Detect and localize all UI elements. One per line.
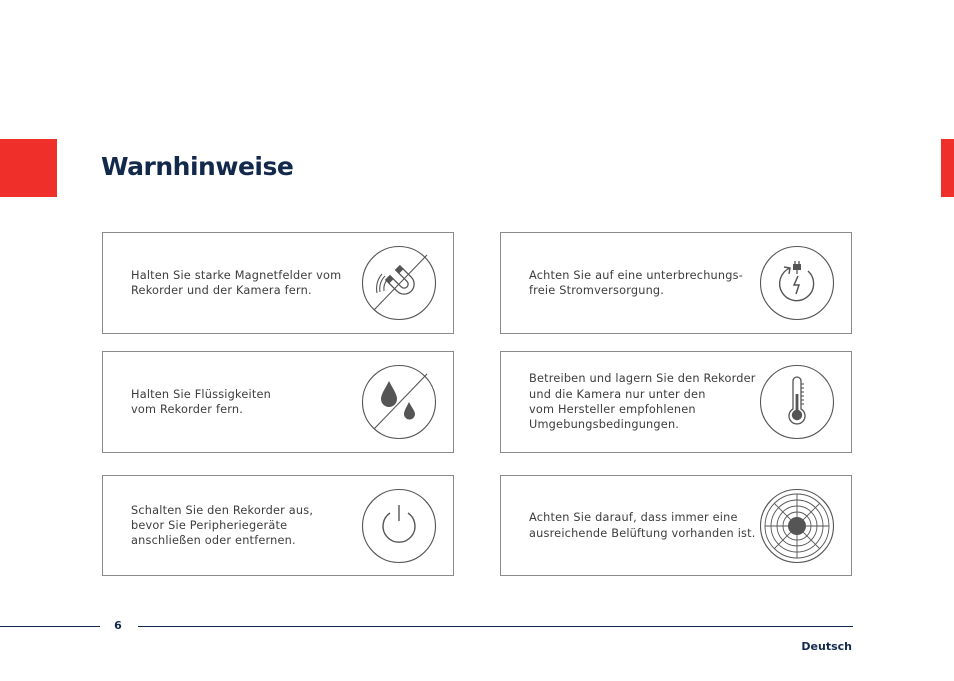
warning-text: Halten Sie Flüssigkeiten vom Rekorder fern. — [131, 387, 271, 416]
warning-card-ventilation — [500, 475, 852, 576]
footer-rule-left — [0, 626, 100, 627]
page-title: Warnhinweise — [101, 152, 294, 181]
warning-card-peripherals — [102, 475, 454, 576]
power-supply-icon — [759, 245, 835, 321]
warning-text: Achten Sie darauf, dass immer eine ausreichende Belüftung vorhanden ist. — [529, 511, 756, 540]
warning-card-environment — [500, 351, 852, 453]
warning-card-liquids — [102, 351, 454, 453]
warning-card-magnetic-fields — [102, 232, 454, 334]
accent-bar-right — [941, 139, 954, 197]
footer-rule-right — [138, 626, 853, 627]
warning-text: Schalten Sie den Rekorder aus, bevor Sie Peripheriegeräte anschließen oder entfernen. — [131, 503, 314, 548]
accent-bar-left — [0, 139, 57, 197]
page-number: 6 — [114, 619, 122, 632]
warning-card-power-supply — [500, 232, 852, 334]
ventilation-fan-icon — [759, 488, 835, 564]
power-button-icon — [361, 488, 437, 564]
warning-text: Halten Sie starke Magnetfelder vom Rekorder und der Kamera fern. — [131, 268, 342, 297]
liquid-prohibited-icon — [361, 364, 437, 440]
magnet-prohibited-icon — [361, 245, 437, 321]
language-label: Deutsch — [801, 640, 852, 653]
warning-text: Achten Sie auf eine unterbrechungs- freie Stromversorgung. — [529, 268, 744, 297]
warning-text: Betreiben und lagern Sie den Rekorder und die Kamera nur unter den vom Hersteller empfohlenen Umgebungsbedingungen. — [529, 372, 756, 432]
thermometer-icon — [759, 364, 835, 440]
